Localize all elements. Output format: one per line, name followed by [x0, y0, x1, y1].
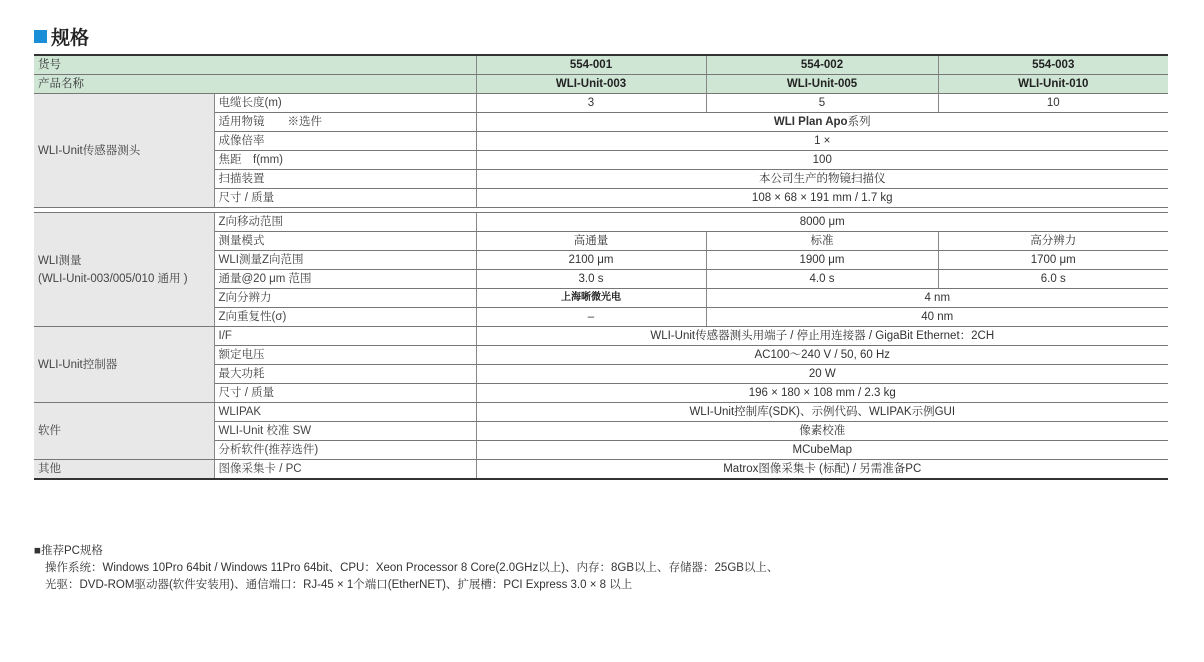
row-label: Z向分辨力: [214, 289, 476, 308]
value-cell: WLI-Unit控制库(SDK)、示例代码、WLIPAK示例GUI: [476, 403, 1168, 422]
row-label: 通量@20 μm 范围: [214, 270, 476, 289]
section-title: [34, 24, 89, 48]
category-other: 其他: [34, 460, 214, 480]
value-cell: 5: [706, 94, 938, 113]
category-measure-line1: WLI测量: [38, 254, 82, 267]
row-label: 最大功耗: [214, 365, 476, 384]
row-label: Z向移动范围: [214, 213, 476, 232]
value-cell: 8000 μm: [476, 213, 1168, 232]
product-name-cell: WLI-Unit-005: [706, 75, 938, 94]
value-cell: 像素校准: [476, 422, 1168, 441]
row-label: 适用物镜 ※选件: [214, 113, 476, 132]
value-cell: 本公司生产的物镜扫描仪: [476, 170, 1168, 189]
category-measure: [34, 213, 214, 327]
item-no-cell: 554-003: [938, 55, 1168, 75]
row-label: 分析软件(推荐选件): [214, 441, 476, 460]
value-cell: 108 × 68 × 191 mm / 1.7 kg: [476, 189, 1168, 208]
item-no-cell: 554-001: [476, 55, 706, 75]
value-cell: MCubeMap: [476, 441, 1168, 460]
watermark-text: 上海晰微光电: [476, 289, 706, 308]
value-cell: 196 × 180 × 108 mm / 2.3 kg: [476, 384, 1168, 403]
value-cell: 4 nm: [706, 289, 1168, 308]
category-software: 软件: [34, 403, 214, 460]
category-controller: WLI-Unit控制器: [34, 327, 214, 403]
value-cell: 标准: [706, 232, 938, 251]
table-row: [34, 460, 1168, 480]
spec-table: [34, 54, 1168, 480]
title-square-icon: [34, 30, 47, 43]
item-no-label: 货号: [34, 55, 476, 75]
row-label: Z向重复性(σ): [214, 308, 476, 327]
value-cell: 4.0 s: [706, 270, 938, 289]
row-label: 图像采集卡 / PC: [214, 460, 476, 480]
value-cell: 3.0 s: [476, 270, 706, 289]
row-label: WLIPAK: [214, 403, 476, 422]
value-cell: 1700 μm: [938, 251, 1168, 270]
value-cell: 2100 μm: [476, 251, 706, 270]
row-label: 尺寸 / 质量: [214, 189, 476, 208]
row-label: 成像倍率: [214, 132, 476, 151]
table-row: [34, 403, 1168, 422]
objective-suffix: 系列: [847, 116, 871, 128]
value-cell: 3: [476, 94, 706, 113]
value-cell: 100: [476, 151, 1168, 170]
category-sensor: WLI-Unit传感器测头: [34, 94, 214, 208]
item-no-cell: 554-002: [706, 55, 938, 75]
row-label: 尺寸 / 质量: [214, 384, 476, 403]
value-cell: [476, 113, 1168, 132]
category-measure-line2: (WLI-Unit-003/005/010 通用 ): [38, 272, 188, 285]
value-cell: 1 ×: [476, 132, 1168, 151]
pc-spec-notes: [34, 543, 778, 594]
value-cell: 20 W: [476, 365, 1168, 384]
title-text: 规格: [51, 26, 90, 49]
value-cell: 高通量: [476, 232, 706, 251]
notes-line: 光驱：DVD-ROM驱动器(软件安装用)、通信端口：RJ-45 × 1个端口(EtherNET)、扩展槽：PCI Express 3.0 × 8 以上: [45, 579, 633, 591]
notes-heading: ■推荐PC规格: [34, 545, 103, 557]
row-label: WLI测量Z向范围: [214, 251, 476, 270]
product-name-cell: WLI-Unit-010: [938, 75, 1168, 94]
product-name-label: 产品名称: [34, 75, 476, 94]
row-label: 扫描装置: [214, 170, 476, 189]
value-cell: AC100～240 V / 50, 60 Hz: [476, 346, 1168, 365]
table-row: [34, 75, 1168, 94]
row-label: WLI-Unit 校准 SW: [214, 422, 476, 441]
value-cell: 1900 μm: [706, 251, 938, 270]
value-cell: 高分辨力: [938, 232, 1168, 251]
value-cell: WLI-Unit传感器测头用端子 / 停止用连接器 / GigaBit Ethernet：2CH: [476, 327, 1168, 346]
value-cell: 6.0 s: [938, 270, 1168, 289]
table-row: [34, 327, 1168, 346]
value-cell: 40 nm: [706, 308, 1168, 327]
table-row: [34, 213, 1168, 232]
notes-line: 操作系统：Windows 10Pro 64bit / Windows 11Pro 64bit、CPU：Xeon Processor 8 Core(2.0GHz以上)、内存：8GB以上、存储器：25GB以上、: [45, 562, 779, 574]
row-label: 焦距 f(mm): [214, 151, 476, 170]
row-label: I/F: [214, 327, 476, 346]
row-label: 电缆长度(m): [214, 94, 476, 113]
value-cell: Matrox图像采集卡 (标配) / 另需准备PC: [476, 460, 1168, 480]
product-name-cell: WLI-Unit-003: [476, 75, 706, 94]
value-cell: 10: [938, 94, 1168, 113]
objective-name: WLI Plan Apo: [773, 116, 848, 128]
table-row: [34, 55, 1168, 75]
table-row: [34, 94, 1168, 113]
row-label: 额定电压: [214, 346, 476, 365]
value-cell: –: [476, 308, 706, 327]
row-label: 测量模式: [214, 232, 476, 251]
